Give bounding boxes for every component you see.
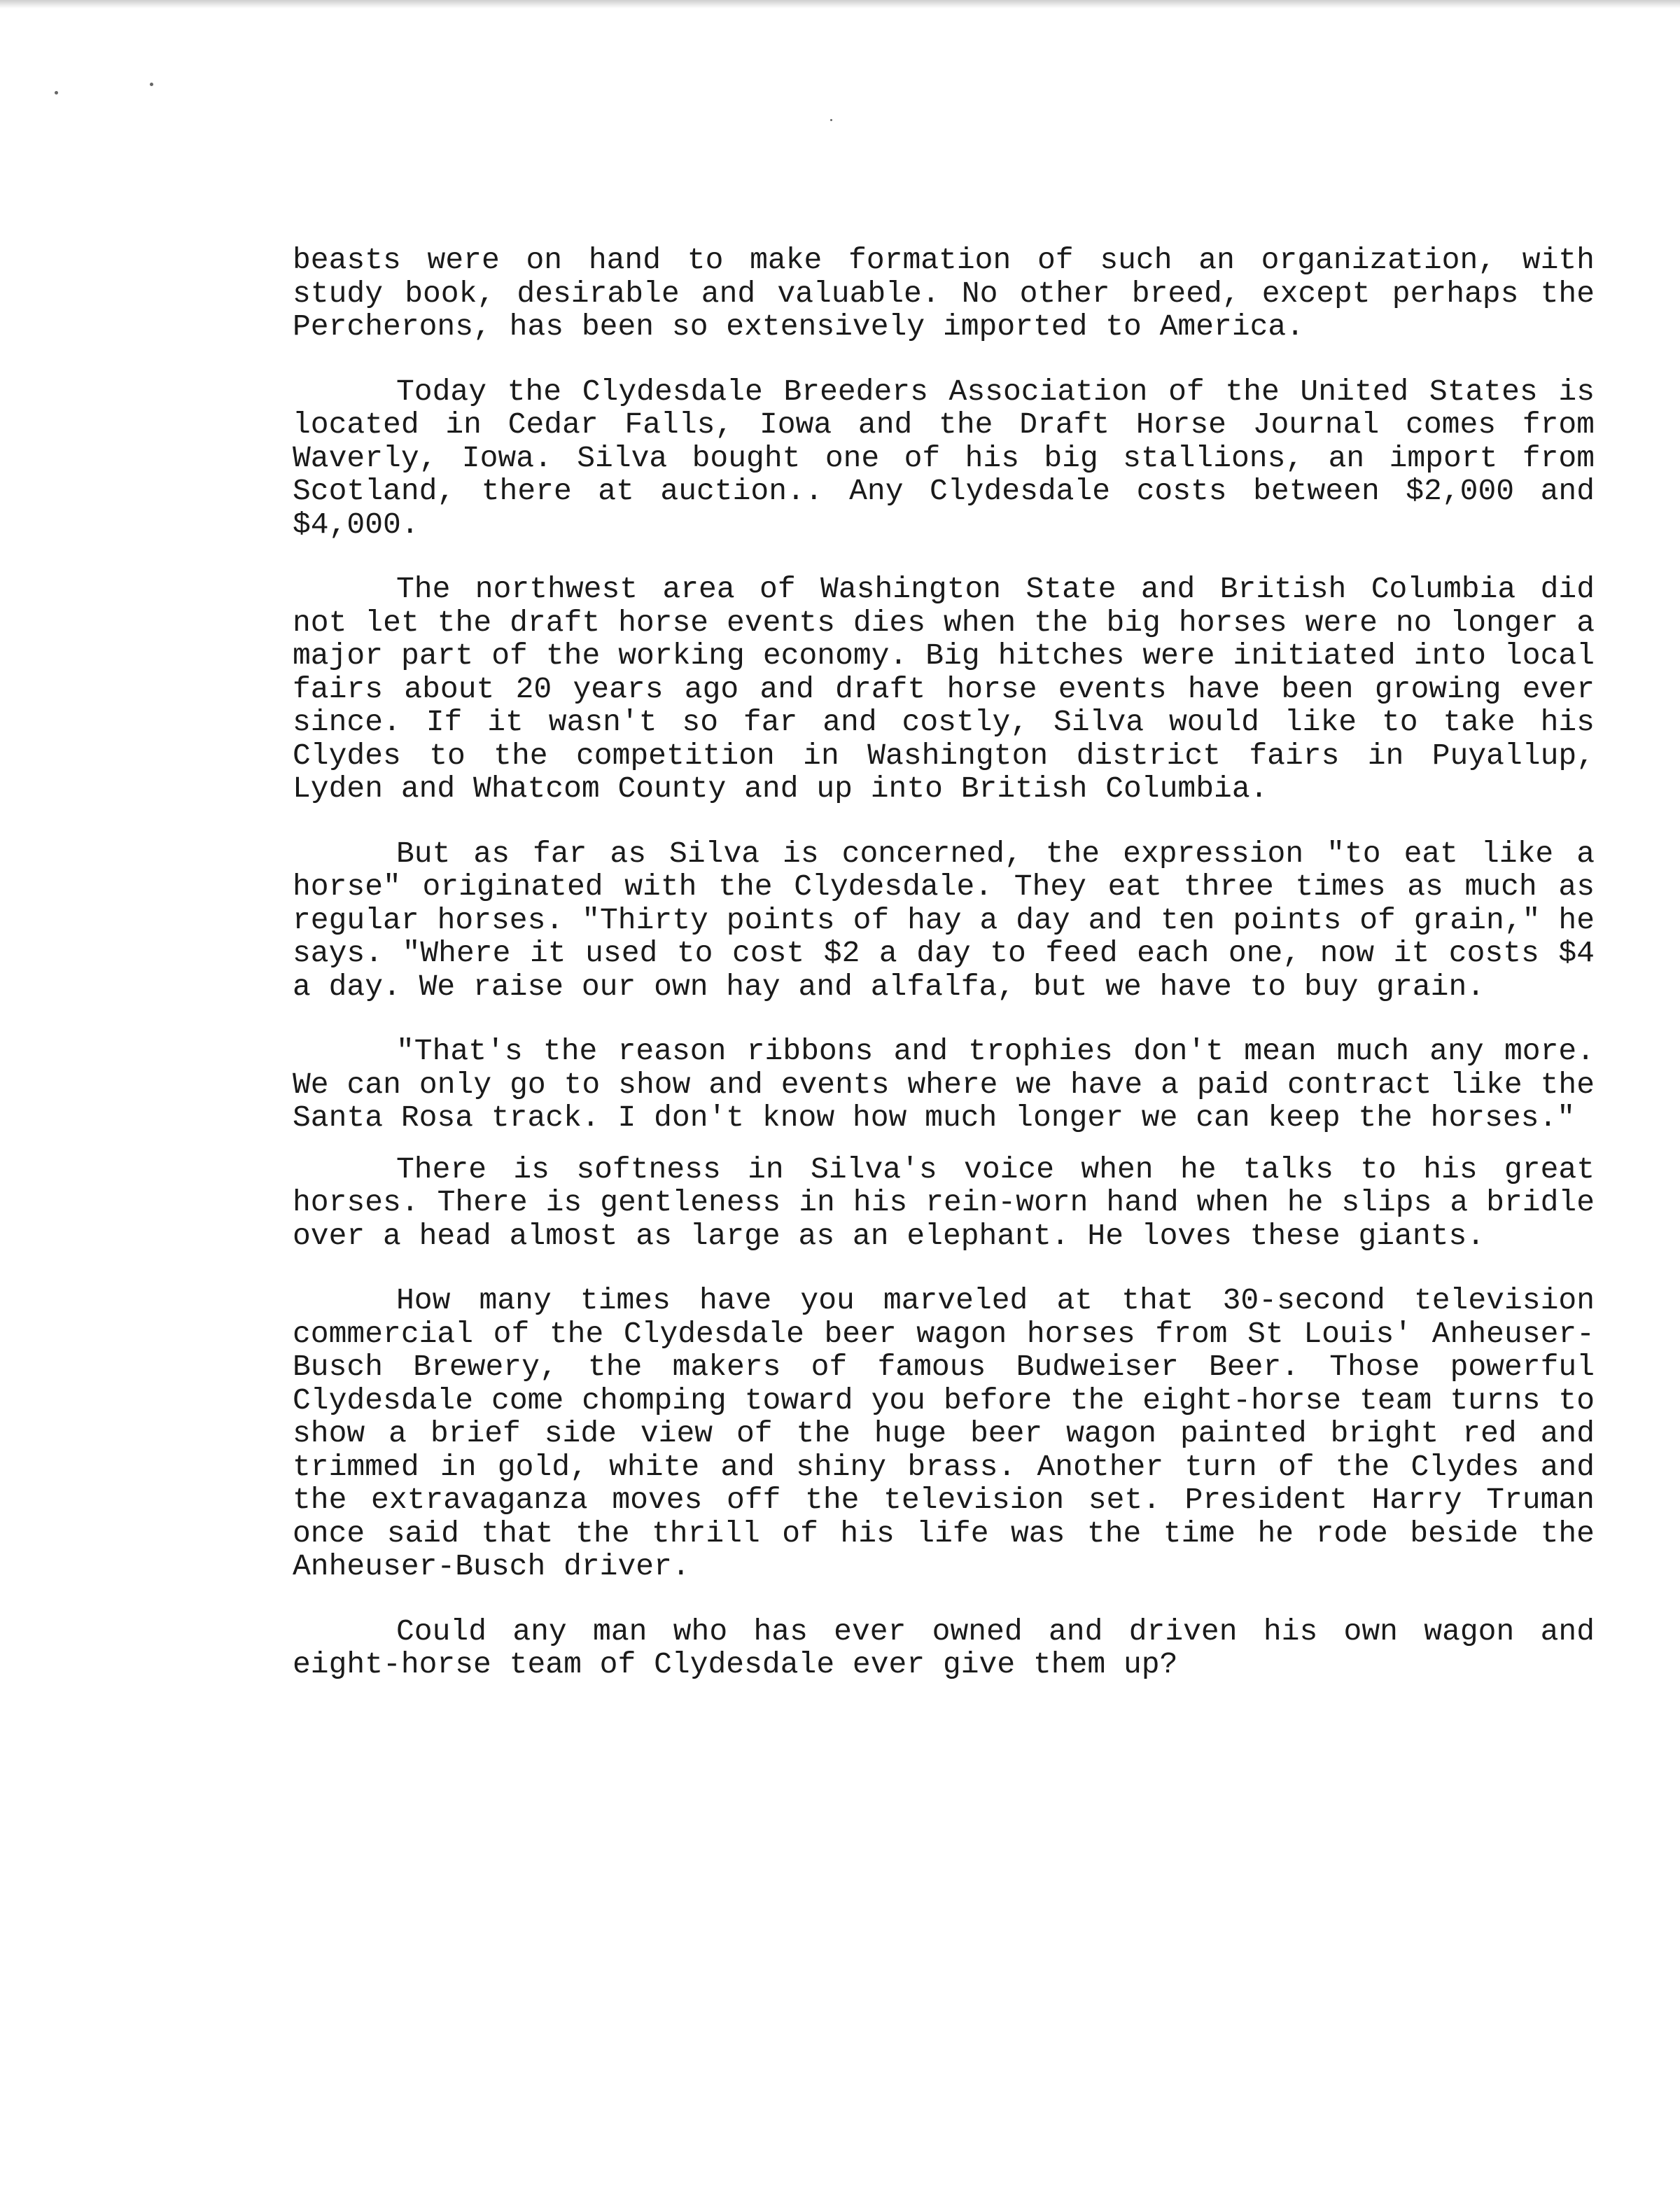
paragraph: But as far as Silva is concerned, the expression "to eat like a horse" originated with the Clydesdale. They eat three times as much as regular horses. "Thirty points of hay a day and ten points of grain," he says. "Where it used to cost $2 a day to feed each one, now it costs $4 a day. We raise our own hay and alfalfa, but we have to buy grain. [293,836,1595,1004]
paragraph: How many times have you marveled at that 30-second television commercial of the Clydesdale beer wagon horses from St Louis' Anheuser-Busch Brewery, the makers of famous Budweiser Beer. Those powerful Clydesdale come chomping toward you before the eight-horse team turns to show a brief side view of the huge beer wagon painted bright red and trimmed in gold, white and shiny brass. Another turn of the Clydes and the extravaganza moves off the television set. President Harry Truman once said that the thrill of his life was the time he rode beside the Anheuser-Busch driver. [293,1283,1595,1584]
scan-speck [150,83,153,86]
scan-speck [55,91,58,95]
scan-top-edge [0,0,1680,8]
paragraph: The northwest area of Washington State and British Columbia did not let the draft horse events dies when the big horses were no longer a major part of the working economy. Big hitches were initiated into local fairs about 20 years ago and draft horse events have been growing ever since. If it wasn't so far and costly, Silva would like to take his Clydes to the competition in Washington district fairs in Puyallup, Lyden and Whatcom County and up into British Columbia. [293,572,1595,806]
paragraph: There is softness in Silva's voice when he talks to his great horses. There is gentleness in his rein-worn hand when he slips a bridle over a head almost as large as an elephant. He loves these giants. [293,1152,1595,1253]
paragraph: "That's the reason ribbons and trophies don't mean much any more. We can only go to show and events where we have a paid contract like the Santa Rosa track. I don't know how much longer we can keep the horses." [293,1034,1595,1135]
paragraph: Today the Clydesdale Breeders Association of the United States is located in Cedar Falls, Iowa and the Draft Horse Journal comes from Waverly, Iowa. Silva bought one of his big stallions, an import from Scotland, there at auction.. Any Clydesdale costs between $2,000 and $4,000. [293,374,1595,542]
paragraph: Could any man who has ever owned and driven his own wagon and eight-horse team of Clydesdale ever give them up? [293,1614,1595,1682]
document-body [293,244,1595,1682]
paragraph: beasts were on hand to make formation of such an organization, with study book, desirable and valuable. No other breed, except perhaps the Percherons, has been so extensively imported to America. [293,243,1595,344]
scan-speck [830,119,832,121]
